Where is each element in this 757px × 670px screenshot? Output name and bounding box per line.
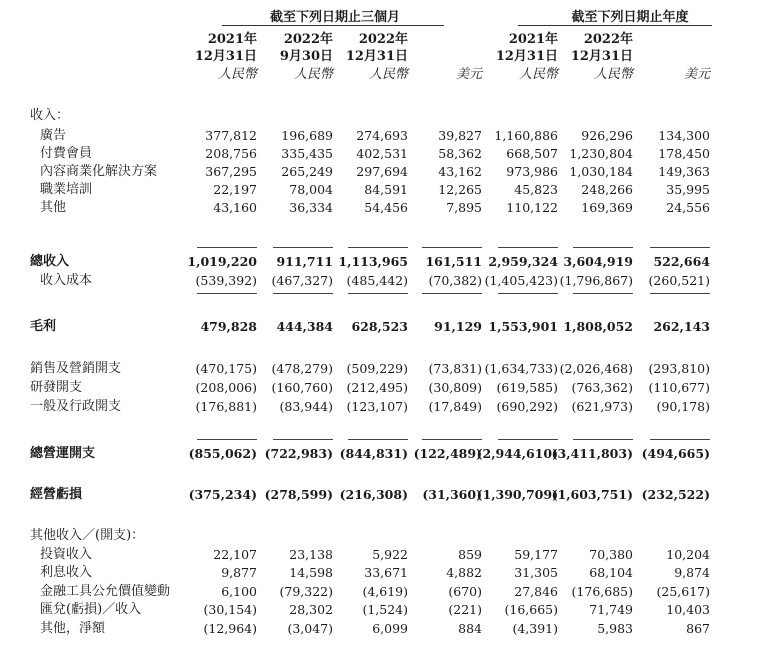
table-cell: 59,177 <box>514 547 558 562</box>
subtotal-rule <box>422 293 482 294</box>
table-cell: 5,983 <box>597 621 633 636</box>
table-cell: 911,711 <box>276 254 333 269</box>
subtotal-rule <box>197 247 257 248</box>
table-cell: (12,964) <box>203 621 257 636</box>
subtotal-rule <box>573 247 633 248</box>
table-cell: (122,489) <box>413 446 482 461</box>
subtotal-rule <box>422 247 482 248</box>
table-cell: 973,986 <box>506 164 558 179</box>
table-cell: (670) <box>448 584 482 599</box>
table-cell: (17,849) <box>428 399 482 414</box>
table-cell: 1,230,804 <box>569 146 633 161</box>
subtotal-rule <box>348 247 408 248</box>
table-cell: 84,591 <box>364 182 408 197</box>
row-label: 其他，淨額 <box>40 621 106 636</box>
table-cell: 178,450 <box>658 146 710 161</box>
table-cell: (73,831) <box>428 361 482 376</box>
table-cell: (1,524) <box>362 602 408 617</box>
subtotal-rule <box>650 293 710 294</box>
table-cell: 628,523 <box>351 319 408 334</box>
table-cell: 196,689 <box>281 128 333 143</box>
table-cell: (4,619) <box>362 584 408 599</box>
row-label: 收入成本 <box>40 273 93 288</box>
row-label: 總營運開支 <box>30 446 96 461</box>
table-cell: 45,823 <box>514 182 558 197</box>
table-cell: 265,249 <box>281 164 333 179</box>
row-label: 內容商業化解決方案 <box>40 164 158 179</box>
row-label: 投資收入 <box>40 547 93 562</box>
table-cell: 54,456 <box>364 200 408 215</box>
table-cell: 22,107 <box>213 547 257 562</box>
column-unit: 人民幣 <box>368 67 408 82</box>
row-label: 利息收入 <box>40 565 93 580</box>
subtotal-rule <box>573 439 633 440</box>
row-label: 研發開支 <box>30 380 83 395</box>
table-cell: 33,671 <box>364 565 408 580</box>
table-cell: 36,334 <box>289 200 333 215</box>
table-cell: (485,442) <box>346 273 408 288</box>
table-cell: 10,403 <box>666 602 710 617</box>
table-cell: (176,881) <box>195 399 257 414</box>
table-cell: 926,296 <box>581 128 633 143</box>
table-cell: 43,160 <box>213 200 257 215</box>
table-cell: (260,521) <box>648 273 710 288</box>
table-cell: 522,664 <box>653 254 710 269</box>
table-cell: 867 <box>686 621 710 636</box>
table-cell: (221) <box>448 602 482 617</box>
table-cell: 1,553,901 <box>488 319 558 334</box>
table-cell: 9,874 <box>674 565 710 580</box>
table-cell: (3,411,803) <box>551 446 633 461</box>
table-cell: 274,693 <box>356 128 408 143</box>
subtotal-rule <box>498 247 558 248</box>
table-cell: 884 <box>458 621 482 636</box>
table-cell: 377,812 <box>205 128 257 143</box>
table-cell: (30,154) <box>203 602 257 617</box>
table-cell: 4,882 <box>446 565 482 580</box>
column-date: 12月31日 <box>495 49 558 64</box>
subtotal-rule <box>422 439 482 440</box>
table-cell: 859 <box>458 547 482 562</box>
table-cell: 70,380 <box>589 547 633 562</box>
subtotal-rule <box>498 293 558 294</box>
table-cell: (176,685) <box>571 584 633 599</box>
table-cell: 134,300 <box>658 128 710 143</box>
column-unit: 人民幣 <box>518 67 558 82</box>
row-label: 其他收入／(開支)： <box>30 528 145 543</box>
table-cell: (621,973) <box>571 399 633 414</box>
table-cell: (293,810) <box>648 361 710 376</box>
table-cell: (30,809) <box>428 380 482 395</box>
table-cell: 208,756 <box>205 146 257 161</box>
table-cell: 27,846 <box>514 584 558 599</box>
table-cell: (25,617) <box>656 584 710 599</box>
subtotal-rule <box>650 247 710 248</box>
table-cell: 169,369 <box>581 200 633 215</box>
table-cell: 367,295 <box>205 164 257 179</box>
table-cell: 248,266 <box>581 182 633 197</box>
group-title-year: 截至下列日期止年度 <box>571 10 689 25</box>
row-label: 總收入 <box>30 254 70 269</box>
table-cell: (110,677) <box>648 380 710 395</box>
table-cell: 91,129 <box>434 319 482 334</box>
table-cell: 1,808,052 <box>563 319 633 334</box>
row-label: 付費會員 <box>40 146 93 161</box>
table-cell: (232,522) <box>641 487 710 502</box>
table-cell: 9,877 <box>221 565 257 580</box>
table-cell: (2,944,610) <box>476 446 558 461</box>
column-year: 2021年 <box>508 32 558 47</box>
table-cell: 335,435 <box>281 146 333 161</box>
table-cell: (212,495) <box>346 380 408 395</box>
table-cell: 6,099 <box>372 621 408 636</box>
table-cell: (208,006) <box>195 380 257 395</box>
table-cell: 12,265 <box>438 182 482 197</box>
table-cell: (844,831) <box>339 446 408 461</box>
column-unit: 人民幣 <box>293 67 333 82</box>
table-cell: (3,047) <box>287 621 333 636</box>
subtotal-rule <box>197 439 257 440</box>
table-cell: 10,204 <box>666 547 710 562</box>
subtotal-rule <box>273 439 333 440</box>
row-label: 職業培訓 <box>40 182 93 197</box>
table-cell: 23,138 <box>289 547 333 562</box>
table-cell: 71,749 <box>589 602 633 617</box>
table-cell: (1,603,751) <box>551 487 633 502</box>
table-cell: 1,030,184 <box>569 164 633 179</box>
table-cell: 35,995 <box>666 182 710 197</box>
row-label: 金融工具公允價值變動 <box>40 584 171 599</box>
row-label: 匯兌(虧損)／收入 <box>40 602 142 617</box>
group-rule-three-months <box>222 25 444 26</box>
table-cell: (2,026,468) <box>559 361 633 376</box>
group-rule-year <box>518 25 712 26</box>
column-year: 2022年 <box>583 32 633 47</box>
table-cell: (79,322) <box>279 584 333 599</box>
table-cell: (509,229) <box>346 361 408 376</box>
column-date: 9月30日 <box>279 49 333 64</box>
table-cell: 110,122 <box>506 200 558 215</box>
table-cell: 2,959,324 <box>488 254 558 269</box>
table-cell: (1,405,423) <box>484 273 558 288</box>
table-cell: (722,983) <box>264 446 333 461</box>
table-cell: 58,362 <box>438 146 482 161</box>
table-cell: (478,279) <box>271 361 333 376</box>
table-cell: 668,507 <box>506 146 558 161</box>
table-cell: (90,178) <box>656 399 710 414</box>
table-cell: (123,107) <box>346 399 408 414</box>
column-date: 12月31日 <box>570 49 633 64</box>
table-cell: 78,004 <box>289 182 333 197</box>
table-cell: 22,197 <box>213 182 257 197</box>
column-unit: 人民幣 <box>217 67 257 82</box>
column-year: 2022年 <box>358 32 408 47</box>
table-cell: 28,302 <box>289 602 333 617</box>
subtotal-rule <box>573 293 633 294</box>
table-cell: 43,162 <box>438 164 482 179</box>
table-cell: 14,598 <box>289 565 333 580</box>
table-cell: (1,390,709) <box>476 487 558 502</box>
table-cell: (278,599) <box>264 487 333 502</box>
table-cell: 297,694 <box>356 164 408 179</box>
table-cell: (83,944) <box>279 399 333 414</box>
table-cell: 402,531 <box>356 146 408 161</box>
row-label: 毛利 <box>30 319 57 334</box>
table-cell: (619,585) <box>496 380 558 395</box>
table-cell: (160,760) <box>271 380 333 395</box>
table-cell: (216,308) <box>339 487 408 502</box>
table-cell: (855,062) <box>188 446 257 461</box>
column-date: 12月31日 <box>345 49 408 64</box>
subtotal-rule <box>197 293 257 294</box>
subtotal-rule <box>273 247 333 248</box>
table-cell: (31,360) <box>422 487 482 502</box>
table-cell: (16,665) <box>504 602 558 617</box>
table-cell: 1,113,965 <box>338 254 408 269</box>
subtotal-rule <box>650 439 710 440</box>
table-cell: 3,604,919 <box>563 254 633 269</box>
table-cell: 444,384 <box>276 319 333 334</box>
table-cell: 39,827 <box>438 128 482 143</box>
table-cell: (690,292) <box>496 399 558 414</box>
subtotal-rule <box>498 439 558 440</box>
table-cell: (375,234) <box>188 487 257 502</box>
table-cell: (470,175) <box>195 361 257 376</box>
table-cell: 6,100 <box>221 584 257 599</box>
table-cell: (4,391) <box>512 621 558 636</box>
row-label: 銷售及營銷開支 <box>30 361 122 376</box>
row-label: 廣告 <box>40 128 67 143</box>
column-year: 2022年 <box>283 32 333 47</box>
row-label: 其他 <box>40 200 67 215</box>
table-cell: 149,363 <box>658 164 710 179</box>
table-cell: 7,895 <box>446 200 482 215</box>
column-date: 12月31日 <box>194 49 257 64</box>
table-cell: (467,327) <box>271 273 333 288</box>
table-cell: (70,382) <box>428 273 482 288</box>
table-cell: (763,362) <box>571 380 633 395</box>
column-unit: 美元 <box>683 67 710 82</box>
table-cell: (1,634,733) <box>484 361 558 376</box>
table-cell: (539,392) <box>195 273 257 288</box>
subtotal-rule <box>273 293 333 294</box>
subtotal-rule <box>348 439 408 440</box>
row-label: 經營虧損 <box>30 487 83 502</box>
table-cell: 1,160,886 <box>494 128 558 143</box>
table-cell: 479,828 <box>200 319 257 334</box>
table-cell: 31,305 <box>514 565 558 580</box>
table-cell: 1,019,220 <box>187 254 257 269</box>
table-cell: 5,922 <box>372 547 408 562</box>
group-title-three-months: 截至下列日期止三個月 <box>269 10 400 25</box>
column-unit: 人民幣 <box>593 67 633 82</box>
row-label: 收入： <box>30 108 70 123</box>
table-cell: 161,511 <box>425 254 482 269</box>
subtotal-rule <box>348 293 408 294</box>
table-cell: 24,556 <box>666 200 710 215</box>
table-cell: (1,796,867) <box>559 273 633 288</box>
table-cell: 68,104 <box>589 565 633 580</box>
column-unit: 美元 <box>455 67 482 82</box>
row-label: 一般及行政開支 <box>30 399 122 414</box>
table-cell: 262,143 <box>653 319 710 334</box>
table-cell: (494,665) <box>641 446 710 461</box>
column-year: 2021年 <box>207 32 257 47</box>
